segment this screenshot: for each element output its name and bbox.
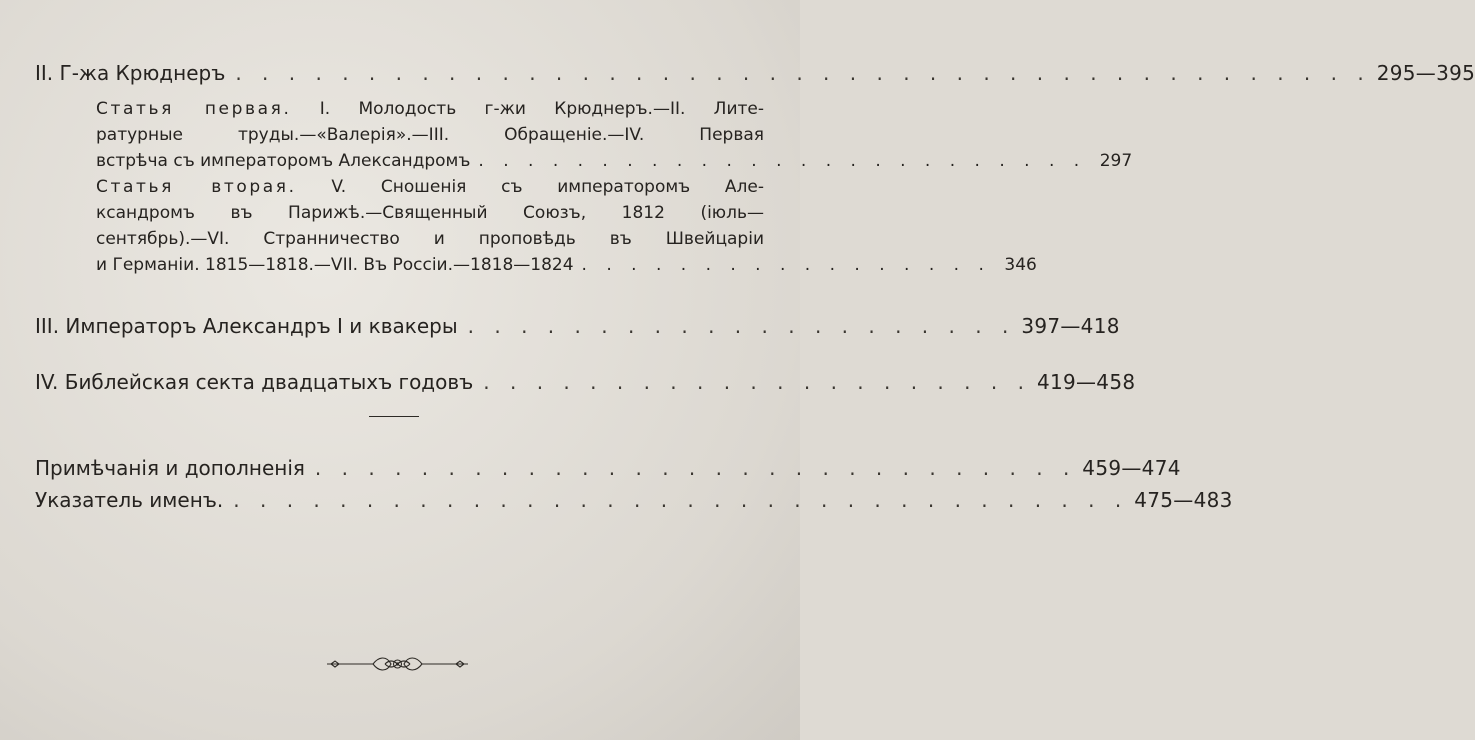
article-page: 297 <box>1099 151 1133 171</box>
article-lead: Статья вторая. <box>96 177 297 197</box>
section-divider <box>369 416 419 417</box>
toc-entry-pages: 397—418 <box>1021 314 1120 338</box>
toc-entry-pages: 295—395 <box>1376 61 1475 85</box>
toc-subentry-article-two <box>96 174 1037 278</box>
article-text-line: сентябрь).—VI. Странничество и проповѣдь въ Швейцаріи <box>96 229 764 249</box>
toc-subentry-article-one <box>96 96 1133 174</box>
leader-dots: . . . . . . . . . . . . . . . . . . . . . . . . . <box>478 151 1087 171</box>
article-text-line: ратурные труды.—«Валерія».—III. Обращеніе.—IV. Первая <box>96 125 764 145</box>
decorative-ornament-icon <box>325 654 470 674</box>
toc-entry-pages: 419—458 <box>1036 370 1136 394</box>
toc-entry-title: III. Императоръ Александръ I и квакеры <box>35 314 458 338</box>
toc-entry-title: Примѣчанія и дополненія <box>35 456 305 480</box>
toc-entry-bible-sect <box>35 369 1136 395</box>
toc-entry-quakers <box>35 313 1120 339</box>
article-text-line: и Германіи. 1815—1818.—VII. Въ Россіи.—1818—1824 <box>96 255 574 275</box>
article-text-line: V. Сношенія съ императоромъ Але- <box>331 177 764 197</box>
toc-entry-notes <box>35 455 1181 481</box>
article-text-line: встрѣча съ императоромъ Александромъ <box>96 151 471 171</box>
leader-dots: . . . . . . . . . . . . . . . . . . . . . <box>483 370 1031 394</box>
article-lead: Статья первая. <box>96 99 292 119</box>
toc-entry-pages: 459—474 <box>1082 456 1181 480</box>
toc-entry-title: II. Г-жа Крюднеръ <box>35 61 226 85</box>
toc-entry-pages: 475—483 <box>1134 488 1233 512</box>
article-page: 346 <box>1004 255 1037 275</box>
article-text-line: I. Молодость г-жи Крюднеръ.—II. Лите- <box>319 99 765 119</box>
leader-dots: . . . . . . . . . . . . . . . . . . . . . . . . . . . . . . . . . . . . . . . . . . . <box>235 61 1371 85</box>
leader-dots: . . . . . . . . . . . . . . . . . . . . . . . . . . . . . <box>314 456 1077 480</box>
leader-dots: . . . . . . . . . . . . . . . . . . . . . . . . . . . . . . . . . . <box>233 488 1129 512</box>
toc-entry-index <box>35 487 1233 513</box>
toc-entry-kryudener <box>35 60 1475 86</box>
article-text-line: ксандромъ въ Парижѣ.—Священный Союзъ, 1812 (іюль— <box>96 203 764 223</box>
leader-dots: . . . . . . . . . . . . . . . . . . . . . <box>467 314 1016 338</box>
toc-entry-title: Указатель именъ. <box>35 488 224 512</box>
leader-dots: . . . . . . . . . . . . . . . . . <box>581 255 991 275</box>
toc-entry-title: IV. Библейская секта двадцатыхъ годовъ <box>35 370 474 394</box>
